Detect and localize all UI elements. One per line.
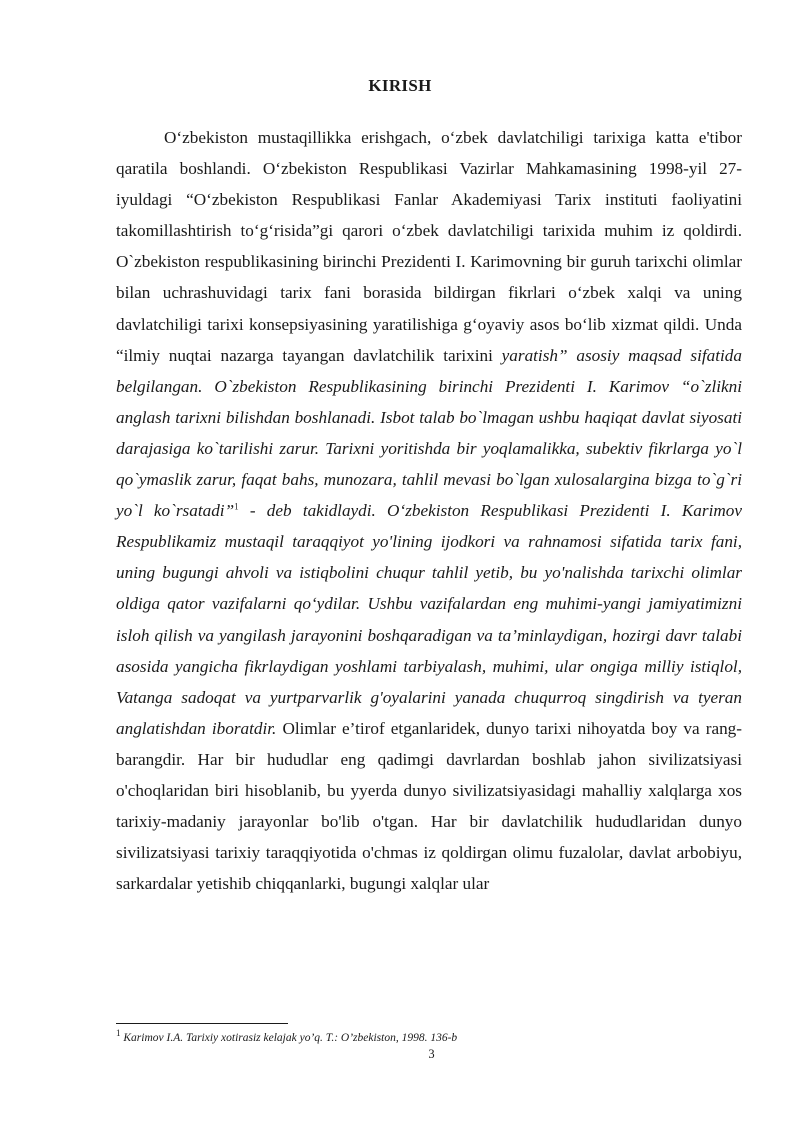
footnote-marker: 1: [116, 1028, 121, 1039]
body-text: [116, 122, 742, 899]
paragraph-run-regular-1: O‘zbekiston mustaqillikka erishgach, o‘zbek davlatchiligi tarixiga katta e'tibor qaratila boshlandi. O‘zbekiston Respublikasi Vazirlar Mahkamasining 1998-yil 27-iyuldagi “O‘zbekiston Respublikasi Fanlar Akademiyasi Tarix instituti faoliyatini takomillashtirish to‘g‘risida”gi qarori o‘zbek davlatchiligi tarixida muhim iz qoldirdi. O`zbekiston respublikasining birinchi Prezidenti I. Karimovning bir guruh tarixchi olimlar bilan uchrashuvidagi tarix fani borasida bildirgan fikrlari o‘zbek xalqi va uning davlatchiligi tarixi konsepsiyasining yaratilishiga g‘oyaviy asos bo‘lib xizmat qildi. Unda “ilmiy nuqtai nazarga tayangan davlatchilik tarixini: [116, 128, 742, 365]
section-heading: KIRISH: [368, 76, 432, 95]
page-number: 3: [428, 1047, 435, 1061]
paragraph-run-italic-2: - deb takidlaydi. O‘zbekiston Respublikasi Prezidenti I. Karimov Respublikamiz mustaqil taraqqiyot yo'lining ijodkori va rahnamosi sifatida tarix fani, uning bugungi ahvoli va istiqbolini chuqur tahlil yetib, bu yo'nalishda tarixchi olimlar oldiga qator vazifalarni qo‘ydilar. Ushbu vazifalardan eng muhimi-yangi jamiyatimizni isloh qilish va yangilash jarayonini boshqaradigan va ta’minlaydigan, hozirgi davr talabi asosida yangicha fikrlaydigan yoshlami tarbiyalash, muhimi, ular ongiga milliy istiqlol, Vatanga sadoqat va yurtparvarlik g'oyalarini yanada chuqurroq singdirish va tyeran anglatishdan iboratdir.: [116, 501, 743, 738]
paragraph-run-italic-quote: yaratish” asosiy maqsad sifatida belgilangan. O`zbekiston Respublikasining birinchi Prezidenti I. Karimov “o`zlikni anglash tarixni bilishdan boshlanadi. Isbot talab bo`lmagan ushbu haqiqat davlat siyosati darajasiga ko`tarilishi zarur. Tarixni yoritishda bir yoqlamalikka, subektiv fikrlarga yo`l qo`ymaslik zarur, faqat bahs, munozara, tahlil mevasi bo`lgan xulosalargina bizga to`g`ri yo`l ko`rsatadi”: [116, 345, 742, 521]
intro-paragraph: [116, 122, 742, 899]
paragraph-run-regular-2: Olimlar e’tirof etganlaridek, dunyo tarixi nihoyatda boy va rang-barangdir. Har bir hududlar eng qadimgi davrlardan boshlab jahon sivilizatsiyasi o'choqlaridan biri hisoblanib, bu yyerda dunyo sivilizatsiyasidagi mahalliy xalqlarga xos tarixiy-madaniy jarayonlar bo'lib o'tgan. Har bir davlatchilik hududlaridan dunyo sivilizatsiyasi tarixiy taraqqiyotida o'chmas iz qoldirgan olimu fuzalolar, davlat arbobiyu, sarkardalar yetishib chiqqanlarki, bugungi xalqlar ular: [116, 718, 742, 894]
footnote: [116, 1028, 742, 1045]
footnote-text: Karimov I.A. Tarixiy xotirasiz kelajak yo’q. T.: O’zbekiston, 1998. 136-b: [120, 1032, 458, 1044]
footnote-separator: [116, 1023, 288, 1024]
footnote-reference[interactable]: 1: [234, 501, 239, 512]
